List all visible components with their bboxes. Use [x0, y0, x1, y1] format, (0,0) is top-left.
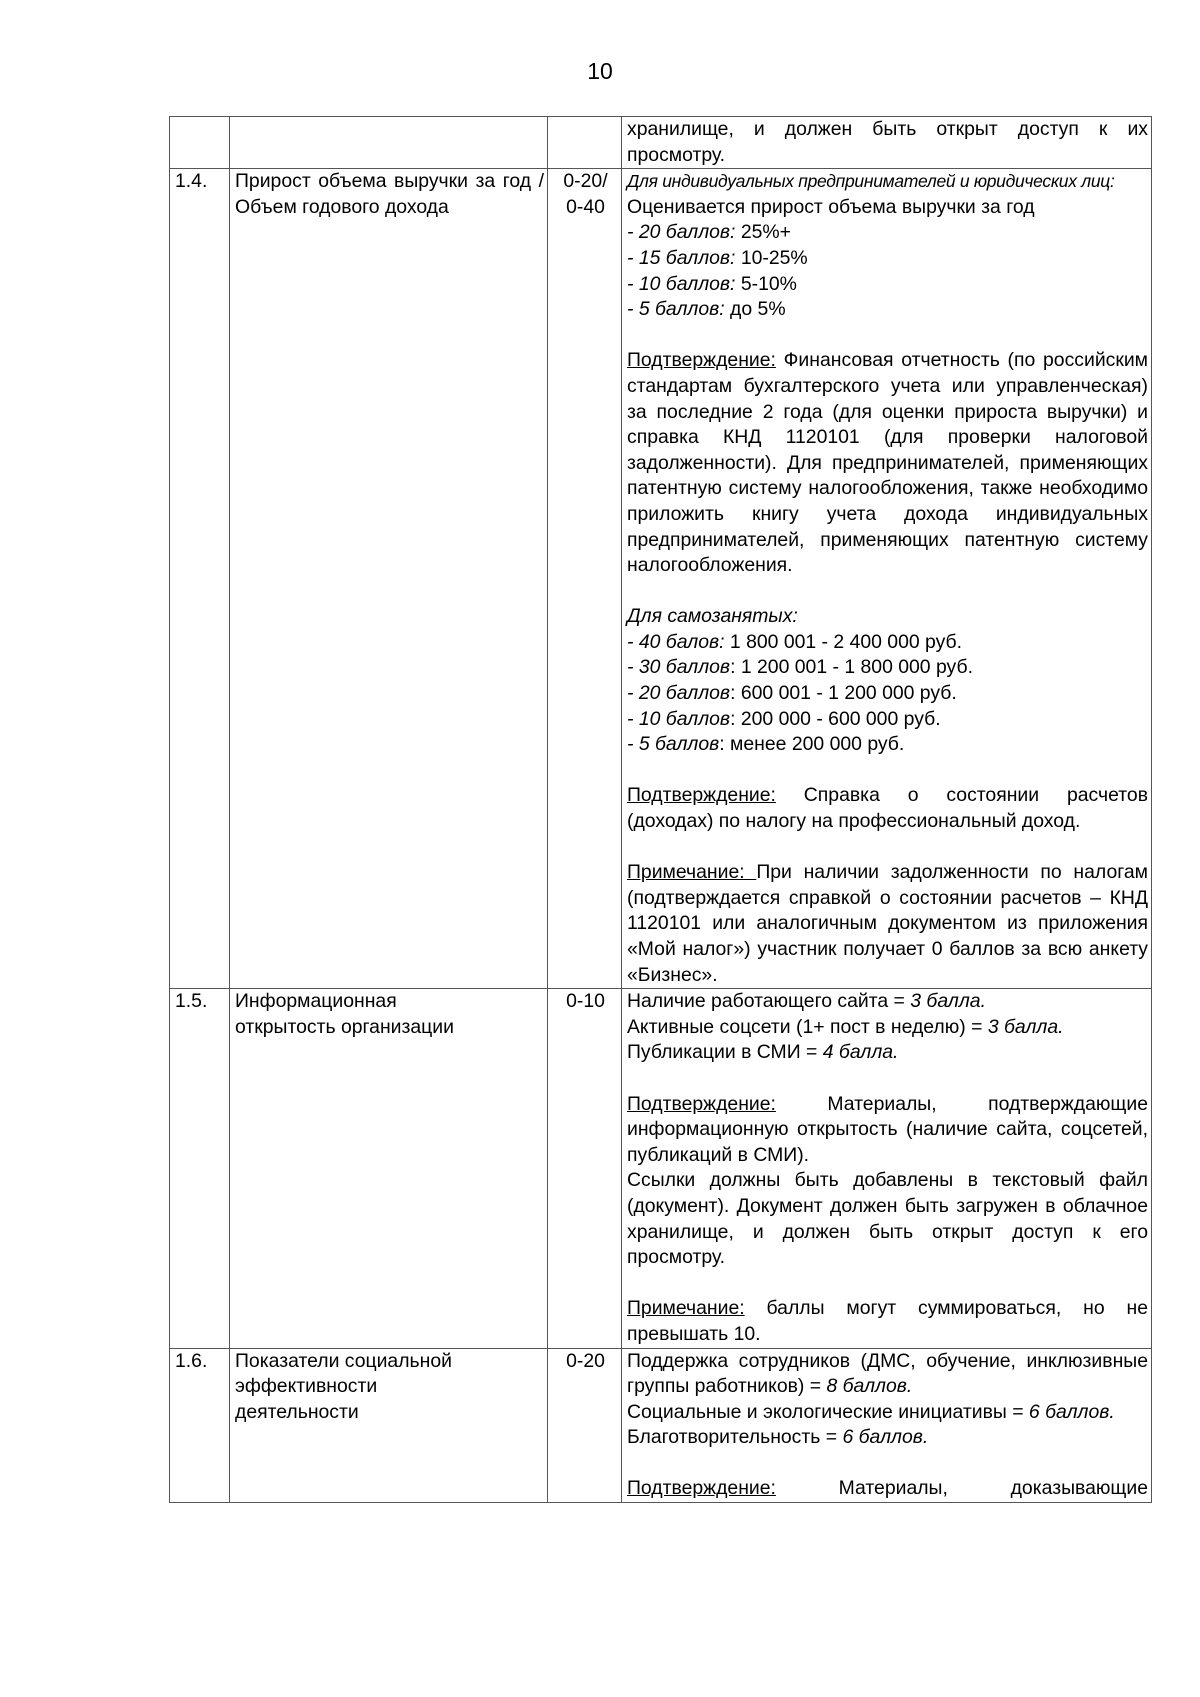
cell-description [622, 1348, 1152, 1503]
continuation-text: хранилище, и должен быть открыт доступ к их просмотру. [627, 118, 1148, 166]
cell-num: 1.4. [170, 169, 230, 989]
list-item: Публикации в СМИ = 4 балла. [627, 1041, 899, 1064]
list-item: Наличие работающего сайта = 3 балла. [627, 990, 986, 1013]
table-row-continuation [170, 117, 1152, 169]
ip-heading: Для индивидуальных предпринимателей и юридических лиц: [627, 171, 1115, 192]
table-row-1-6 [170, 1348, 1152, 1503]
list-item: - 20 баллов: 600 001 - 1 200 000 руб. [627, 682, 957, 705]
table-row-1-5 [170, 989, 1152, 1348]
list-item: - 20 баллов: 25%+ [627, 221, 791, 244]
cell-num [170, 117, 230, 169]
cell-description [622, 117, 1152, 169]
page-number: 10 [587, 58, 613, 84]
list-item: - 5 баллов: до 5% [627, 298, 786, 321]
cell-name: Информационная открытость организации [230, 989, 548, 1348]
confirmation-text: Подтверждение: Материалы, подтверждающие информационную открытость (наличие сайта, соцсетей, публикаций в СМИ). [627, 1092, 1148, 1166]
list-item: Активные соцсети (1+ пост в неделю) = 3 балла. [627, 1015, 1064, 1038]
cell-name: Показатели социальной эффективности деятельности [230, 1348, 548, 1503]
confirmation-text: Подтверждение: Справка о состоянии расчетов (доходах) по налогу на профессиональный доход. [627, 784, 1148, 833]
criteria-table [169, 116, 1152, 1503]
cell-description [622, 169, 1152, 989]
list-item: - 15 баллов: 10-25% [627, 246, 808, 269]
cell-name: Прирост объема выручки за год / Объем годового дохода [230, 169, 548, 989]
list-item: - 10 баллов: 5-10% [627, 272, 797, 295]
cell-score: 0-20 [548, 1348, 622, 1503]
cell-score: 0-20/ 0-40 [548, 169, 622, 989]
list-item: - 40 балов: 1 800 001 - 2 400 000 руб. [627, 630, 963, 653]
note-text: Примечание: При наличии задолженности по налогам (подтверждается справкой о состоянии расчетов – КНД 1120101 или аналогичным документом из приложения «Мой налог») участник получает 0 баллов за всю анкету «Бизнес». [627, 861, 1148, 986]
list-item: Поддержка сотрудников (ДМС, обучение, инклюзивные группы работников) = 8 баллов. [627, 1349, 1148, 1398]
ip-intro: Оценивается прирост объема выручки за год [627, 195, 1035, 218]
cell-score: 0-10 [548, 989, 622, 1348]
cell-name [230, 117, 548, 169]
list-item: - 30 баллов: 1 200 001 - 1 800 000 руб. [627, 656, 973, 679]
cell-score [548, 117, 622, 169]
list-item: - 5 баллов: менее 200 000 руб. [627, 733, 905, 756]
cell-description [622, 989, 1152, 1348]
cell-num: 1.6. [170, 1348, 230, 1503]
confirmation-text: Подтверждение: Финансовая отчетность (по российским стандартам бухгалтерского учета или управленческая) за последние 2 года (для оценки прироста выручки) и справка КНД 1120101 (для проверки налоговой задолженности). Для предпринимателей, применяющих патентную систему налогообложения, также необходимо приложить книгу учета дохода индивидуальных предпринимателей, применяющих патентную систему налогообложения. [627, 349, 1148, 577]
links-text: Ссылки должны быть добавлены в текстовый файл (документ). Документ должен быть загружен в облачное хранилище, и должен быть открыт доступ к его просмотру. [627, 1169, 1148, 1269]
list-item: - 10 баллов: 200 000 - 600 000 руб. [627, 707, 941, 730]
list-item: Благотворительность = 6 баллов. [627, 1426, 929, 1449]
self-employed-heading: Для самозанятых: [627, 605, 798, 628]
note-text: Примечание: баллы могут суммироваться, но не превышать 10. [627, 1297, 1148, 1345]
table-row-1-4 [170, 169, 1152, 989]
cell-num: 1.5. [170, 989, 230, 1348]
confirmation-text: Подтверждение: Материалы, доказывающие [627, 1477, 1148, 1500]
list-item: Социальные и экологические инициативы = 6 баллов. [627, 1400, 1115, 1423]
